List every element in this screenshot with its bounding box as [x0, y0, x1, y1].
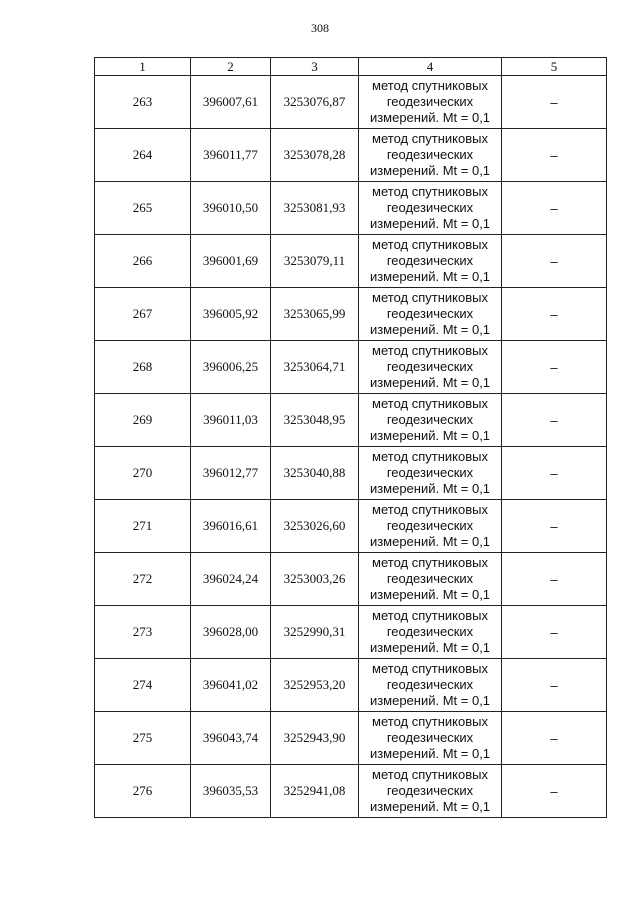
extra-cell: – [502, 500, 607, 553]
y-coordinate-cell: 3253076,87 [271, 76, 359, 129]
method-cell [359, 500, 502, 553]
method-line: геодезических [386, 94, 474, 109]
method-line: геодезических [386, 571, 474, 586]
y-coordinate-cell: 3253040,88 [271, 447, 359, 500]
extra-cell: – [502, 341, 607, 394]
extra-cell: – [502, 553, 607, 606]
method-cell [359, 129, 502, 182]
x-coordinate-cell: 396043,74 [191, 712, 271, 765]
x-coordinate-cell: 396041,02 [191, 659, 271, 712]
method-line: геодезических [386, 147, 474, 162]
table-row [95, 235, 607, 288]
table-row [95, 447, 607, 500]
y-coordinate-cell: 3253064,71 [271, 341, 359, 394]
y-coordinate-cell: 3253003,26 [271, 553, 359, 606]
header-col-3: 3 [271, 58, 359, 76]
method-line: метод спутниковых [372, 767, 488, 782]
method-line: измерений. Mt = 0,1 [369, 428, 491, 443]
y-coordinate-cell: 3253065,99 [271, 288, 359, 341]
point-number-cell: 273 [95, 606, 191, 659]
y-coordinate-cell: 3253078,28 [271, 129, 359, 182]
table-row [95, 182, 607, 235]
extra-cell: – [502, 659, 607, 712]
table-row [95, 129, 607, 182]
method-cell [359, 288, 502, 341]
point-number-cell: 275 [95, 712, 191, 765]
x-coordinate-cell: 396007,61 [191, 76, 271, 129]
method-line: геодезических [386, 200, 474, 215]
table-row [95, 288, 607, 341]
point-number-cell: 265 [95, 182, 191, 235]
method-cell [359, 76, 502, 129]
x-coordinate-cell: 396005,92 [191, 288, 271, 341]
point-number-cell: 263 [95, 76, 191, 129]
coordinates-table [94, 57, 607, 818]
method-cell [359, 447, 502, 500]
point-number-cell: 271 [95, 500, 191, 553]
extra-cell: – [502, 182, 607, 235]
header-col-1: 1 [95, 58, 191, 76]
method-line: геодезических [386, 465, 474, 480]
method-line: измерений. Mt = 0,1 [369, 799, 491, 814]
method-line: метод спутниковых [372, 343, 488, 358]
method-line: измерений. Mt = 0,1 [369, 110, 491, 125]
y-coordinate-cell: 3253048,95 [271, 394, 359, 447]
table-body [95, 76, 607, 818]
method-line: измерений. Mt = 0,1 [369, 481, 491, 496]
x-coordinate-cell: 396016,61 [191, 500, 271, 553]
point-number-cell: 274 [95, 659, 191, 712]
header-row [95, 58, 607, 76]
extra-cell: – [502, 76, 607, 129]
table-row [95, 553, 607, 606]
method-line: измерений. Mt = 0,1 [369, 587, 491, 602]
method-line: геодезических [386, 783, 474, 798]
point-number-cell: 270 [95, 447, 191, 500]
method-line: измерений. Mt = 0,1 [369, 163, 491, 178]
y-coordinate-cell: 3252941,08 [271, 765, 359, 818]
page-number: 308 [311, 21, 329, 35]
y-coordinate-cell: 3253026,60 [271, 500, 359, 553]
method-line: измерений. Mt = 0,1 [369, 322, 491, 337]
x-coordinate-cell: 396010,50 [191, 182, 271, 235]
extra-cell: – [502, 606, 607, 659]
point-number-cell: 264 [95, 129, 191, 182]
method-line: метод спутниковых [372, 661, 488, 676]
point-number-cell: 268 [95, 341, 191, 394]
method-cell [359, 341, 502, 394]
method-line: геодезических [386, 677, 474, 692]
extra-cell: – [502, 447, 607, 500]
extra-cell: – [502, 765, 607, 818]
table-row [95, 341, 607, 394]
table-row [95, 394, 607, 447]
point-number-cell: 272 [95, 553, 191, 606]
method-line: метод спутниковых [372, 449, 488, 464]
method-line: метод спутниковых [372, 555, 488, 570]
table-row [95, 712, 607, 765]
extra-cell: – [502, 288, 607, 341]
table-row [95, 76, 607, 129]
extra-cell: – [502, 712, 607, 765]
method-line: геодезических [386, 253, 474, 268]
x-coordinate-cell: 396011,77 [191, 129, 271, 182]
y-coordinate-cell: 3253081,93 [271, 182, 359, 235]
extra-cell: – [502, 394, 607, 447]
table-row [95, 659, 607, 712]
method-cell [359, 235, 502, 288]
method-line: геодезических [386, 306, 474, 321]
method-cell [359, 765, 502, 818]
method-line: геодезических [386, 412, 474, 427]
method-line: измерений. Mt = 0,1 [369, 269, 491, 284]
point-number-cell: 267 [95, 288, 191, 341]
method-line: измерений. Mt = 0,1 [369, 693, 491, 708]
x-coordinate-cell: 396011,03 [191, 394, 271, 447]
x-coordinate-cell: 396035,53 [191, 765, 271, 818]
method-cell [359, 182, 502, 235]
table-row [95, 606, 607, 659]
method-line: измерений. Mt = 0,1 [369, 640, 491, 655]
extra-cell: – [502, 235, 607, 288]
x-coordinate-cell: 396012,77 [191, 447, 271, 500]
method-line: метод спутниковых [372, 714, 488, 729]
method-line: измерений. Mt = 0,1 [369, 534, 491, 549]
method-line: метод спутниковых [372, 502, 488, 517]
method-line: измерений. Mt = 0,1 [369, 746, 491, 761]
method-line: геодезических [386, 359, 474, 374]
method-line: геодезических [386, 518, 474, 533]
x-coordinate-cell: 396001,69 [191, 235, 271, 288]
y-coordinate-cell: 3253079,11 [271, 235, 359, 288]
point-number-cell: 266 [95, 235, 191, 288]
method-cell [359, 394, 502, 447]
header-col-4: 4 [359, 58, 502, 76]
method-cell [359, 606, 502, 659]
header-col-2: 2 [191, 58, 271, 76]
method-line: геодезических [386, 730, 474, 745]
point-number-cell: 276 [95, 765, 191, 818]
method-line: метод спутниковых [372, 184, 488, 199]
x-coordinate-cell: 396024,24 [191, 553, 271, 606]
method-cell [359, 712, 502, 765]
method-line: измерений. Mt = 0,1 [369, 375, 491, 390]
y-coordinate-cell: 3252990,31 [271, 606, 359, 659]
method-line: метод спутниковых [372, 237, 488, 252]
method-line: метод спутниковых [372, 290, 488, 305]
method-line: метод спутниковых [372, 131, 488, 146]
method-line: метод спутниковых [372, 78, 488, 93]
method-line: измерений. Mt = 0,1 [369, 216, 491, 231]
method-cell [359, 659, 502, 712]
point-number-cell: 269 [95, 394, 191, 447]
method-line: метод спутниковых [372, 608, 488, 623]
table-header [95, 58, 607, 76]
y-coordinate-cell: 3252943,90 [271, 712, 359, 765]
method-line: метод спутниковых [372, 396, 488, 411]
method-line: геодезических [386, 624, 474, 639]
y-coordinate-cell: 3252953,20 [271, 659, 359, 712]
table-row [95, 765, 607, 818]
x-coordinate-cell: 396028,00 [191, 606, 271, 659]
method-cell [359, 553, 502, 606]
header-col-5: 5 [502, 58, 607, 76]
table-row [95, 500, 607, 553]
extra-cell: – [502, 129, 607, 182]
x-coordinate-cell: 396006,25 [191, 341, 271, 394]
